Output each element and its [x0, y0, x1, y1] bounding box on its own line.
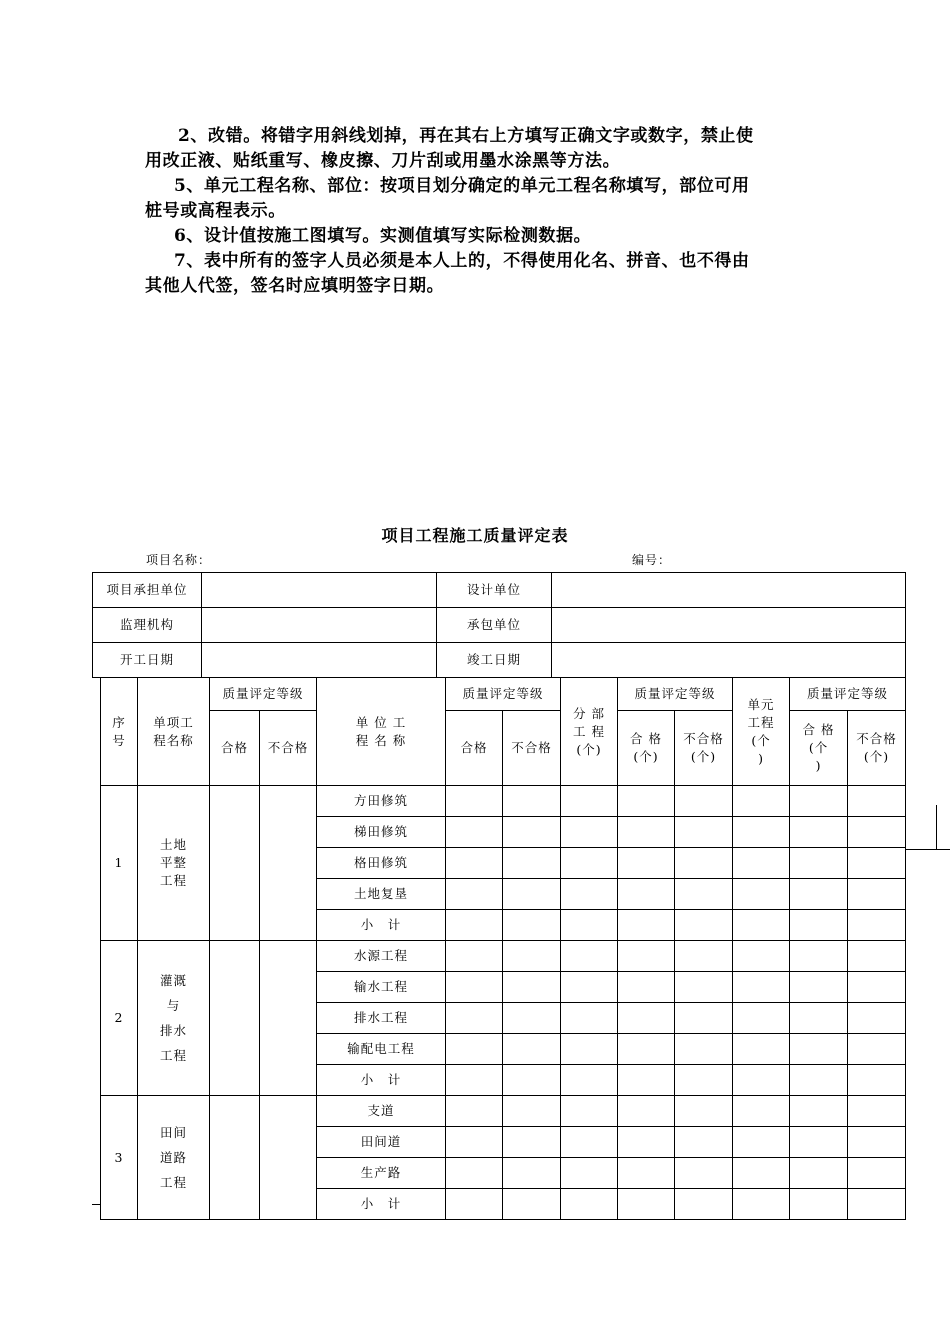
info-value-field[interactable]: [552, 608, 906, 643]
seq-cell: 3: [101, 1096, 138, 1220]
unit-name-header: 单 位 工 程 名 称: [317, 678, 446, 786]
fail-cell[interactable]: [260, 786, 317, 941]
table-cell[interactable]: [446, 879, 503, 910]
table-cell[interactable]: [446, 1096, 503, 1127]
item-name-cell: 灌溉 与 排水 工程: [138, 941, 210, 1096]
table-cell[interactable]: [446, 1003, 503, 1034]
table-cell[interactable]: [561, 1034, 618, 1065]
note-line-6: 7、表中所有的签字人员必须是本人上的，不得使用化名、拼音、也不得由: [174, 251, 750, 271]
table-cell[interactable]: [790, 1189, 848, 1220]
table-cell[interactable]: [675, 848, 733, 879]
table-cell[interactable]: [848, 848, 906, 879]
grade-header: 质量评定等级: [210, 678, 317, 711]
note-line-7: 其他人代签，签名时应填明签字日期。: [145, 276, 445, 296]
table-cell[interactable]: [446, 1127, 503, 1158]
unit-name-cell: 支道: [317, 1096, 446, 1127]
table-cell[interactable]: [848, 910, 906, 941]
table-cell[interactable]: [503, 910, 561, 941]
table-cell[interactable]: [848, 941, 906, 972]
table-cell[interactable]: [675, 972, 733, 1003]
table-cell[interactable]: [675, 786, 733, 817]
table-cell[interactable]: [503, 879, 561, 910]
pass-header: 合格: [210, 711, 260, 786]
table-cell[interactable]: [733, 1003, 790, 1034]
table-cell[interactable]: [790, 1127, 848, 1158]
table-cell[interactable]: [561, 817, 618, 848]
table-cell[interactable]: [446, 941, 503, 972]
info-table: [92, 572, 906, 678]
info-label: 项目承担单位: [93, 573, 202, 608]
item-name-header: 单项工 程名称: [138, 678, 210, 786]
unit-name-cell: 方田修筑: [317, 786, 446, 817]
info-value-field[interactable]: [552, 643, 906, 678]
table-cell[interactable]: [790, 786, 848, 817]
table-cell[interactable]: [733, 879, 790, 910]
table-cell[interactable]: [790, 1034, 848, 1065]
table-cell[interactable]: [790, 1158, 848, 1189]
form-title: 项目工程施工质量评定表: [381, 526, 569, 545]
unit-name-cell: 小 计: [317, 1065, 446, 1096]
fail-header: 不合格: [503, 711, 561, 786]
pass-cell[interactable]: [210, 1096, 260, 1220]
unit-name-cell: 输水工程: [317, 972, 446, 1003]
table-cell[interactable]: [561, 972, 618, 1003]
pass-header: 合格: [446, 711, 503, 786]
info-label: 监理机构: [93, 608, 202, 643]
item-name-cell: 土地 平整 工程: [138, 786, 210, 941]
table-cell[interactable]: [848, 1127, 906, 1158]
edge-line: [92, 1204, 101, 1205]
grade-header: 质量评定等级: [446, 678, 561, 711]
sub-count-header: 分 部 工 程 (个): [561, 678, 618, 786]
table-cell[interactable]: [618, 1189, 675, 1220]
fail-cell[interactable]: [260, 1096, 317, 1220]
info-label: 设计单位: [437, 573, 552, 608]
pass-cell[interactable]: [210, 941, 260, 1096]
table-cell[interactable]: [848, 817, 906, 848]
table-cell[interactable]: [848, 786, 906, 817]
table-cell[interactable]: [503, 848, 561, 879]
table-cell[interactable]: [790, 1096, 848, 1127]
table-cell[interactable]: [675, 910, 733, 941]
note-line-5: 6、设计值按施工图填写。实测值填写实际检测数据。: [174, 226, 592, 246]
unit-name-cell: 水源工程: [317, 941, 446, 972]
table-cell[interactable]: [503, 1096, 561, 1127]
table-cell[interactable]: [675, 817, 733, 848]
info-value-field[interactable]: [202, 608, 437, 643]
info-label: 承包单位: [437, 608, 552, 643]
unit-name-cell: 输配电工程: [317, 1034, 446, 1065]
unit-name-cell: 土地复垦: [317, 879, 446, 910]
table-cell[interactable]: [618, 941, 675, 972]
table-cell[interactable]: [733, 848, 790, 879]
table-cell[interactable]: [561, 848, 618, 879]
table-cell[interactable]: [733, 910, 790, 941]
unit-name-cell: 格田修筑: [317, 848, 446, 879]
unit-name-cell: 生产路: [317, 1158, 446, 1189]
seq-cell: 1: [101, 786, 138, 941]
table-cell[interactable]: [561, 879, 618, 910]
table-cell[interactable]: [790, 972, 848, 1003]
table-cell[interactable]: [790, 1003, 848, 1034]
unit-name-cell: 田间道: [317, 1127, 446, 1158]
table-cell[interactable]: [561, 1096, 618, 1127]
number-label: 编号：: [632, 553, 672, 567]
table-cell[interactable]: [503, 1034, 561, 1065]
table-cell[interactable]: [733, 1096, 790, 1127]
note-line-3: 5、单元工程名称、部位：按项目划分确定的单元工程名称填写，部位可用: [174, 176, 750, 196]
table-cell[interactable]: [446, 1189, 503, 1220]
pass-cell[interactable]: [210, 786, 260, 941]
table-cell[interactable]: [446, 1034, 503, 1065]
table-cell[interactable]: [675, 1003, 733, 1034]
table-cell[interactable]: [675, 1158, 733, 1189]
table-row: [101, 1096, 906, 1127]
edge-line: [905, 849, 950, 850]
table-cell[interactable]: [733, 1158, 790, 1189]
table-cell[interactable]: [446, 1158, 503, 1189]
table-cell[interactable]: [446, 786, 503, 817]
table-cell[interactable]: [790, 817, 848, 848]
table-cell[interactable]: [618, 972, 675, 1003]
fail-cell[interactable]: [260, 941, 317, 1096]
table-cell[interactable]: [618, 1127, 675, 1158]
table-cell[interactable]: [790, 941, 848, 972]
table-cell[interactable]: [848, 879, 906, 910]
table-cell[interactable]: [675, 1189, 733, 1220]
project-name-label: 项目名称：: [146, 553, 212, 567]
pass-count-header: 合 格 (个 ): [790, 711, 848, 786]
table-cell[interactable]: [848, 972, 906, 1003]
grade-header: 质量评定等级: [618, 678, 733, 711]
unit-name-cell: 排水工程: [317, 1003, 446, 1034]
table-cell[interactable]: [848, 1189, 906, 1220]
table-cell[interactable]: [446, 972, 503, 1003]
info-row: [93, 573, 906, 608]
table-cell[interactable]: [733, 972, 790, 1003]
unit-count-header: 单元 工程 (个 ): [733, 678, 790, 786]
table-cell[interactable]: [561, 786, 618, 817]
table-cell[interactable]: [733, 1034, 790, 1065]
table-cell[interactable]: [503, 786, 561, 817]
table-cell[interactable]: [503, 1158, 561, 1189]
table-cell[interactable]: [503, 1065, 561, 1096]
table-cell[interactable]: [733, 1189, 790, 1220]
table-cell[interactable]: [561, 910, 618, 941]
table-cell[interactable]: [733, 941, 790, 972]
table-cell[interactable]: [675, 1065, 733, 1096]
item-name-cell: 田间 道路 工程: [138, 1096, 210, 1220]
info-value-field[interactable]: [552, 573, 906, 608]
table-cell[interactable]: [561, 1189, 618, 1220]
table-cell[interactable]: [561, 1065, 618, 1096]
table-cell[interactable]: [675, 879, 733, 910]
info-value-field[interactable]: [202, 573, 437, 608]
table-cell[interactable]: [675, 941, 733, 972]
table-cell[interactable]: [446, 910, 503, 941]
table-cell[interactable]: [446, 848, 503, 879]
grade-header: 质量评定等级: [790, 678, 906, 711]
table-cell[interactable]: [733, 1127, 790, 1158]
table-cell[interactable]: [503, 941, 561, 972]
table-cell[interactable]: [675, 1127, 733, 1158]
quality-table: [100, 677, 906, 1220]
table-cell[interactable]: [848, 1158, 906, 1189]
fail-header: 不合格: [260, 711, 317, 786]
pass-count-header: 合 格 (个): [618, 711, 675, 786]
table-cell[interactable]: [503, 972, 561, 1003]
table-cell[interactable]: [503, 817, 561, 848]
table-cell[interactable]: [733, 817, 790, 848]
table-cell[interactable]: [848, 1034, 906, 1065]
table-row: [101, 786, 906, 817]
table-cell[interactable]: [561, 941, 618, 972]
table-cell[interactable]: [618, 879, 675, 910]
header-row: [101, 678, 906, 711]
unit-name-cell: 梯田修筑: [317, 817, 446, 848]
table-cell[interactable]: [618, 910, 675, 941]
seq-cell: 2: [101, 941, 138, 1096]
table-cell[interactable]: [503, 1127, 561, 1158]
table-cell[interactable]: [618, 1065, 675, 1096]
table-cell[interactable]: [675, 1034, 733, 1065]
table-cell[interactable]: [446, 1065, 503, 1096]
fail-count-header: 不合格 (个): [848, 711, 906, 786]
table-cell[interactable]: [733, 1065, 790, 1096]
table-cell[interactable]: [618, 817, 675, 848]
table-cell[interactable]: [446, 817, 503, 848]
table-cell[interactable]: [790, 1065, 848, 1096]
unit-name-cell: 小 计: [317, 1189, 446, 1220]
fail-count-header: 不合格 (个): [675, 711, 733, 786]
info-label: 开工日期: [93, 643, 202, 678]
table-cell[interactable]: [561, 1003, 618, 1034]
table-cell[interactable]: [618, 848, 675, 879]
table-row: [101, 941, 906, 972]
unit-name-cell: 小 计: [317, 910, 446, 941]
table-cell[interactable]: [618, 1158, 675, 1189]
table-cell[interactable]: [848, 1065, 906, 1096]
table-cell[interactable]: [848, 1003, 906, 1034]
note-line-1: 2、改错。将错字用斜线划掉，再在其右上方填写正确文字或数字，禁止使: [178, 126, 754, 146]
table-cell[interactable]: [561, 1158, 618, 1189]
edge-line: [936, 805, 937, 849]
table-cell[interactable]: [790, 879, 848, 910]
table-cell[interactable]: [618, 1003, 675, 1034]
table-cell[interactable]: [618, 1034, 675, 1065]
note-line-2: 用改正液、贴纸重写、橡皮擦、刀片刮或用墨水涂黑等方法。: [145, 151, 621, 171]
table-cell[interactable]: [733, 786, 790, 817]
info-value-field[interactable]: [202, 643, 437, 678]
info-row: [93, 643, 906, 678]
table-cell[interactable]: [618, 1096, 675, 1127]
seq-header: 序 号: [101, 678, 138, 786]
table-cell[interactable]: [561, 1127, 618, 1158]
table-cell[interactable]: [503, 1003, 561, 1034]
table-cell[interactable]: [790, 910, 848, 941]
table-cell[interactable]: [675, 1096, 733, 1127]
info-row: [93, 608, 906, 643]
info-label: 竣工日期: [437, 643, 552, 678]
table-cell[interactable]: [618, 786, 675, 817]
table-cell[interactable]: [503, 1189, 561, 1220]
table-cell[interactable]: [790, 848, 848, 879]
note-line-4: 桩号或高程表示。: [145, 201, 286, 221]
table-cell[interactable]: [848, 1096, 906, 1127]
